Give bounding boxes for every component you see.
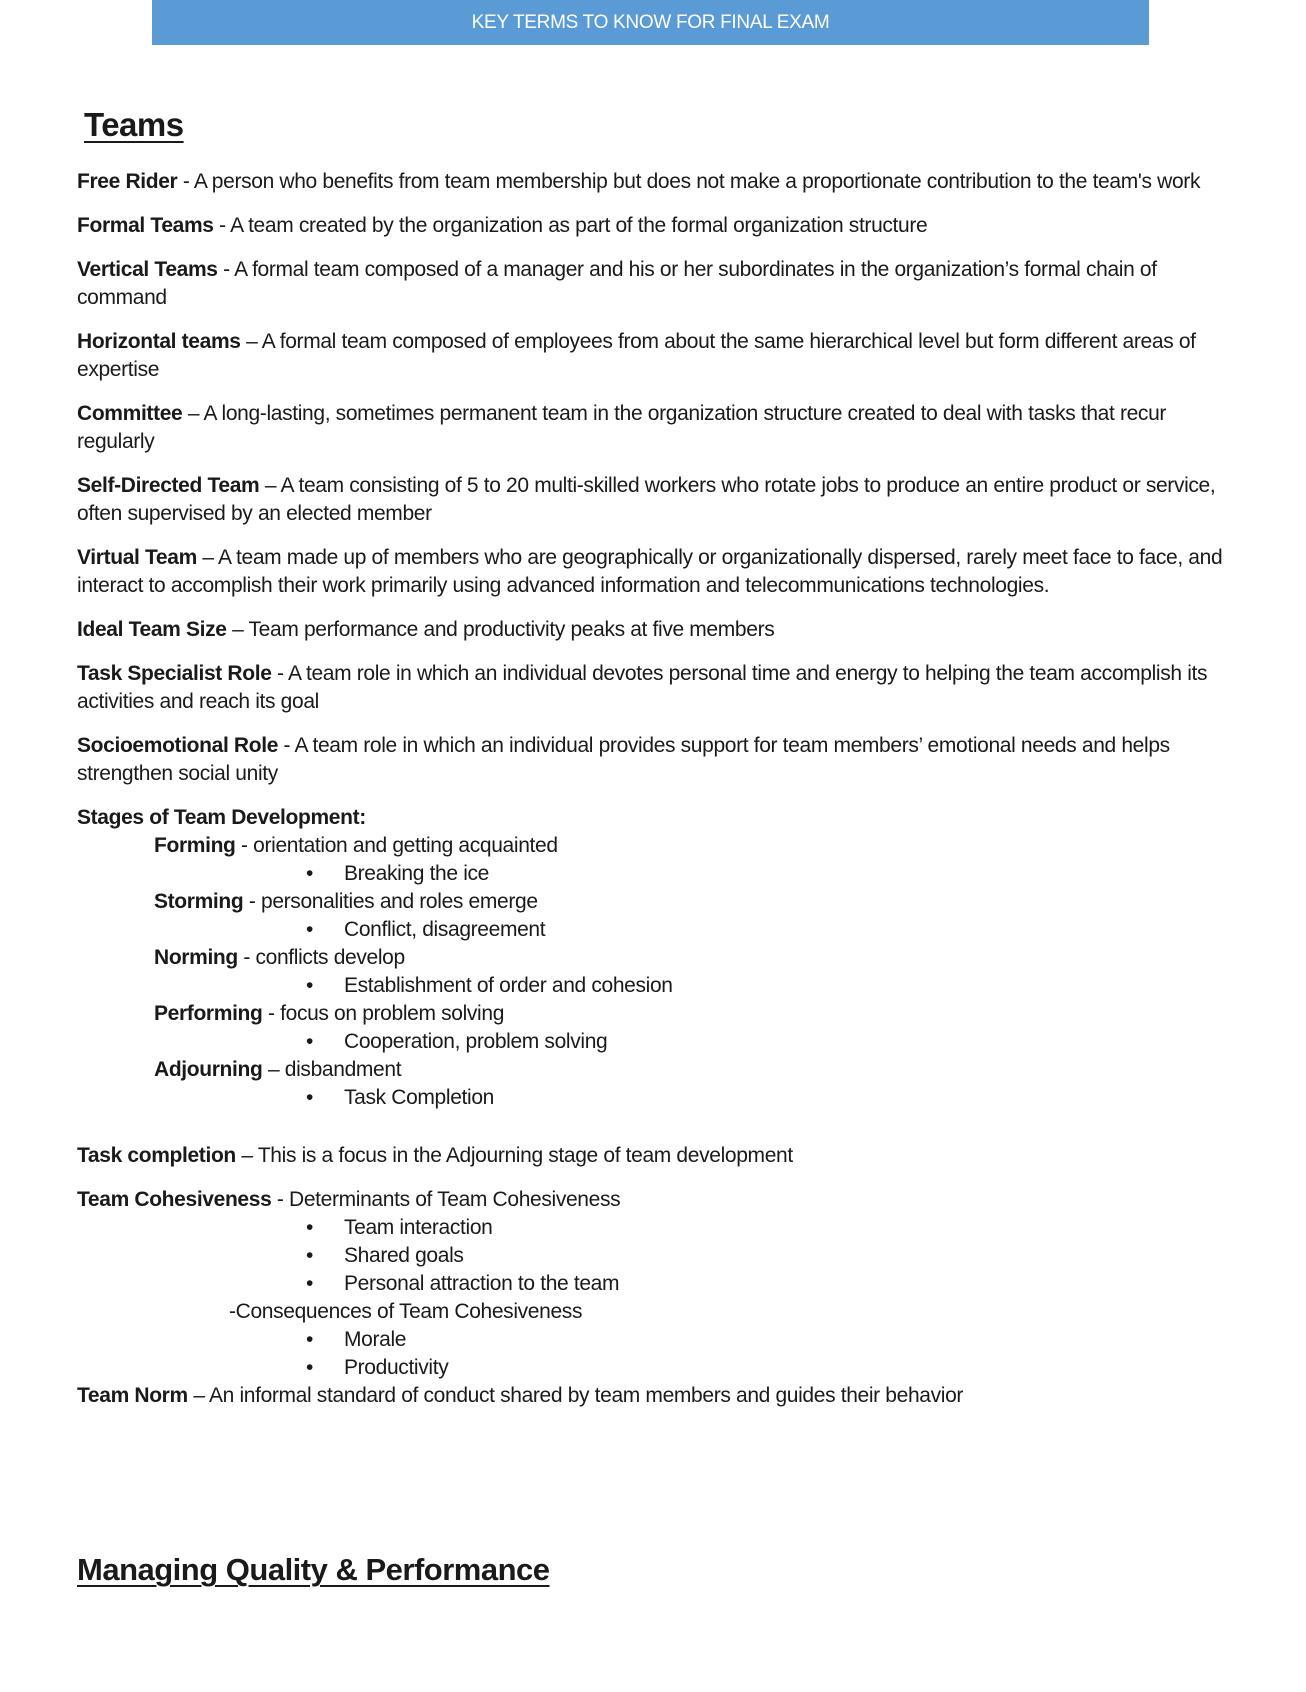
term-entry: [77, 732, 1237, 788]
term-entry: [77, 544, 1237, 600]
bullet-item: [77, 916, 1237, 944]
term-definition: – An informal standard of conduct shared by team members and guides their behavior: [187, 1384, 964, 1407]
bullet-icon: •: [306, 918, 314, 941]
term-name: Vertical Teams: [77, 258, 218, 281]
bullet-icon: •: [306, 1030, 314, 1053]
term-definition: - A person who benefits from team membership but does not make a proportionate contribution to the team's work: [177, 170, 1201, 193]
stage-name: Adjourning: [154, 1058, 263, 1081]
term-name: Socioemotional Role: [77, 734, 279, 757]
stage-description: – disbandment: [262, 1058, 402, 1081]
term-entry: [77, 256, 1237, 312]
stage-name: Forming: [154, 834, 236, 857]
stage-description: - conflicts develop: [237, 946, 405, 969]
bullet-icon: •: [306, 862, 314, 885]
stage-name: Norming: [154, 946, 238, 969]
stages-title: Stages of Team Development:: [77, 806, 366, 829]
bullet-text: Shared goals: [344, 1244, 464, 1267]
bullet-text: Cooperation, problem solving: [344, 1030, 608, 1053]
bullet-icon: •: [306, 974, 314, 997]
term-entry: [77, 1186, 1237, 1214]
term-entry: [77, 1382, 1237, 1410]
bullet-item: [77, 1354, 1237, 1382]
stage-description: - orientation and getting acquainted: [235, 834, 558, 857]
cohesiveness-block: [77, 1186, 1237, 1410]
bullet-item: [77, 1028, 1237, 1056]
term-entry: [77, 1142, 1237, 1170]
document-banner: KEY TERMS TO KNOW FOR FINAL EXAM: [152, 0, 1149, 45]
bullet-item: [77, 1084, 1237, 1112]
bullet-text: Team interaction: [344, 1216, 493, 1239]
term-entry: [77, 616, 1237, 644]
stage-item: [77, 1000, 1237, 1028]
section-heading-teams: Teams: [84, 106, 184, 143]
stage-name: Storming: [154, 890, 244, 913]
term-definition: - A team role in which an individual provides support for team members’ emotional needs and helps strengthen social unity: [77, 734, 1170, 785]
term-definition: - A team created by the organization as part of the formal organization structure: [213, 214, 928, 237]
bullet-text: Productivity: [344, 1356, 449, 1379]
term-name: Virtual Team: [77, 546, 197, 569]
consequences-label: -Consequences of Team Cohesiveness: [229, 1300, 583, 1323]
teams-terms-list: [77, 168, 1237, 1410]
bullet-item: [77, 972, 1237, 1000]
bullet-text: Conflict, disagreement: [344, 918, 546, 941]
term-definition: - A team role in which an individual devotes personal time and energy to helping the team accomplish its activities and reach its goal: [77, 662, 1208, 713]
term-name: Formal Teams: [77, 214, 214, 237]
term-name: Task completion: [77, 1144, 236, 1167]
stage-item: [77, 944, 1237, 972]
bullet-icon: •: [306, 1356, 314, 1379]
term-name: Horizontal teams: [77, 330, 241, 353]
stage-description: - focus on problem solving: [262, 1002, 505, 1025]
bullet-icon: •: [306, 1086, 314, 1109]
term-name: Team Cohesiveness: [77, 1188, 272, 1211]
section-heading-quality: Managing Quality & Performance: [77, 1552, 550, 1587]
bullet-item: [77, 1326, 1237, 1354]
term-name: Free Rider: [77, 170, 178, 193]
stages-block: [77, 804, 1237, 1112]
bullet-text: Breaking the ice: [344, 862, 489, 885]
stage-name: Performing: [154, 1002, 263, 1025]
stage-item: [77, 832, 1237, 860]
term-definition: – A long-lasting, sometimes permanent team in the organization structure created to deal with tasks that recur regularly: [77, 402, 1167, 453]
bullet-item: [77, 1270, 1237, 1298]
term-name: Self-Directed Team: [77, 474, 260, 497]
term-definition: – This is a focus in the Adjourning stage of team development: [235, 1144, 793, 1167]
stage-description: - personalities and roles emerge: [243, 890, 538, 913]
bullet-text: Task Completion: [344, 1086, 494, 1109]
stage-item: [77, 1056, 1237, 1084]
bullet-item: [77, 860, 1237, 888]
bullet-item: [77, 1242, 1237, 1270]
term-name: Committee: [77, 402, 183, 425]
term-name: Team Norm: [77, 1384, 188, 1407]
bullet-text: Establishment of order and cohesion: [344, 974, 673, 997]
term-entry: [77, 212, 1237, 240]
term-definition: – Team performance and productivity peaks at five members: [226, 618, 775, 641]
term-definition: - A formal team composed of a manager and his or her subordinates in the organization’s formal chain of command: [77, 258, 1157, 309]
bullet-icon: •: [306, 1216, 314, 1239]
term-entry: [77, 168, 1237, 196]
stage-item: [77, 888, 1237, 916]
bullet-icon: •: [306, 1272, 314, 1295]
bullet-icon: •: [306, 1244, 314, 1267]
term-definition: – A team consisting of 5 to 20 multi-skilled workers who rotate jobs to produce an entire product or service, often supervised by an elected member: [77, 474, 1216, 525]
term-definition: – A team made up of members who are geographically or organizationally dispersed, rarely meet face to face, and interact to accomplish their work primarily using advanced information and telecommunications technologies.: [77, 546, 1223, 597]
term-definition: – A formal team composed of employees from about the same hierarchical level but form different areas of expertise: [77, 330, 1196, 381]
term-entry: [77, 472, 1237, 528]
bullet-text: Morale: [344, 1328, 407, 1351]
bullet-item: [77, 1214, 1237, 1242]
term-entry: [77, 328, 1237, 384]
term-entry: [77, 660, 1237, 716]
term-name: Ideal Team Size: [77, 618, 227, 641]
bullet-text: Personal attraction to the team: [344, 1272, 620, 1295]
bullet-icon: •: [306, 1328, 314, 1351]
term-name: Task Specialist Role: [77, 662, 272, 685]
term-definition: - Determinants of Team Cohesiveness: [271, 1188, 621, 1211]
term-entry: [77, 400, 1237, 456]
